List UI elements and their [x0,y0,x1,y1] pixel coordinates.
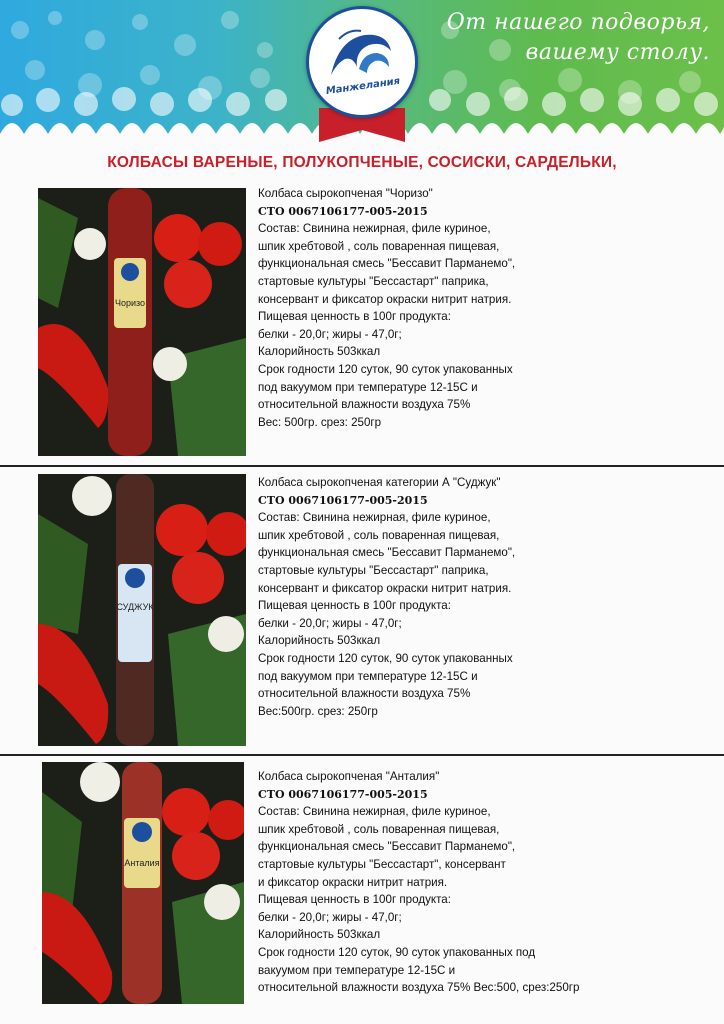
product-text-line: Калорийность 503ккал [258,345,381,359]
product-text-line: под вакуумом при температуре 12-15С и [258,380,478,394]
product-text-line: стартовые культуры "Бессастарт", консервант [258,857,506,871]
divider [0,754,724,756]
garlic-icon [208,616,244,652]
slogan-line-2: вашему столу. [525,40,710,65]
product-text-line: белки - 20,0г; жиры - 47,0г; [258,616,402,630]
product-text-line: и фиксатор окраски нитрит натрия. [258,875,448,889]
divider [0,465,724,467]
tomato-icon [154,214,202,262]
product-text-line: Пищевая ценность в 100г продукта: [258,893,451,907]
sausage-photo-illustration [38,474,246,746]
product-text-line: Состав: Свинина нежирная, филе куриное, [258,511,491,525]
product-text-line: шпик хребтовой , соль поваренная пищевая, [258,528,500,542]
sausage-label-text: Чоризо [114,298,146,308]
product-name: Колбаса сырокопченая "Анталия" [258,770,440,783]
product-description [258,185,515,431]
product-text-line: стартовые культуры "Бессастарт" паприка, [258,563,489,577]
product-text-line: Пищевая ценность в 100г продукта: [258,599,451,613]
tomato-icon [164,260,212,308]
wave-icon [309,9,415,115]
product-text-line: шпик хребтовой , соль поваренная пищевая, [258,239,500,253]
sausage-label-text: СУДЖУК [116,602,154,612]
garlic-icon [153,347,187,381]
product-card-chorizo [0,186,724,466]
product-photo [38,474,246,746]
tomato-icon [162,788,210,836]
slogan-line-1: От нашего подворья, [446,10,710,35]
product-text-line: Пищевая ценность в 100г продукта: [258,310,451,324]
brand-logo [306,6,418,118]
product-text-line: Калорийность 503ккал [258,634,381,648]
product-name: Колбаса сырокопченая категории А "Суджук" [258,476,501,489]
product-photo [38,188,246,456]
product-card-antalia [0,762,724,1020]
sausage-photo-illustration [38,188,246,456]
product-text-line: шпик хребтовой , соль поваренная пищевая, [258,822,500,836]
product-text-line: консервант и фиксатор окраски нитрит натрия. [258,581,512,595]
product-text-line: функциональная смесь "Бессавит Парманемо", [258,257,516,271]
product-text-line: функциональная смесь "Бессавит Парманемо", [258,546,516,560]
product-standard: СТО 0067106177-005-2015 [258,493,428,507]
product-text-line: Калорийность 503ккал [258,928,381,942]
garlic-icon [72,476,112,516]
tomato-icon [156,504,208,556]
product-photo [42,762,244,1004]
garlic-icon [80,762,120,802]
tomato-icon [172,552,224,604]
product-text-line: функциональная смесь "Бессавит Парманемо", [258,840,516,854]
product-text-line: консервант и фиксатор окраски нитрит натрия. [258,292,512,306]
garlic-icon [204,884,240,920]
product-text-line: стартовые культуры "Бессастарт" паприка, [258,274,489,288]
product-text-line: относительной влажности воздуха 75% [258,398,471,412]
product-weight: Вес: 500гр. срез: 250гр [258,415,382,429]
product-description [258,768,579,997]
product-description [258,474,515,720]
product-name: Колбаса сырокопченая "Чоризо" [258,187,433,200]
product-text-line: вакуумом при температуре 12-15С и [258,963,456,977]
tomato-icon [172,832,220,880]
product-card-sudzhuk [0,474,724,754]
sausage-label-text: Анталия [124,858,160,868]
product-text-line: белки - 20,0г; жиры - 47,0г; [258,327,402,341]
product-weight: относительной влажности воздуха 75% Вес:500, срез:250гр [258,981,580,995]
product-standard: СТО 0067106177-005-2015 [258,787,428,801]
tomato-icon [198,222,242,266]
product-text-line: Срок годности 120 суток, 90 суток упакованных [258,362,513,376]
product-text-line: Срок годности 120 суток, 90 суток упакованных под [258,945,536,959]
section-title: КОЛБАСЫ ВАРЕНЫЕ, ПОЛУКОПЧЕНЫЕ, СОСИСКИ, САРДЕЛЬКИ, [107,154,617,171]
product-text-line: под вакуумом при температуре 12-15С и [258,669,478,683]
product-text-line: белки - 20,0г; жиры - 47,0г; [258,910,402,924]
logo-text: Манжелания [325,75,401,98]
product-text-line: Состав: Свинина нежирная, филе куриное, [258,222,491,236]
product-text-line: относительной влажности воздуха 75% [258,687,471,701]
product-text-line: Срок годности 120 суток, 90 суток упакованных [258,651,513,665]
slogan [440,8,710,68]
product-text-line: Состав: Свинина нежирная, филе куриное, [258,805,491,819]
product-weight: Вес:500гр. срез: 250гр [258,704,378,718]
garlic-icon [74,228,106,260]
sausage-photo-illustration [42,762,244,1004]
product-standard: СТО 0067106177-005-2015 [258,204,428,218]
